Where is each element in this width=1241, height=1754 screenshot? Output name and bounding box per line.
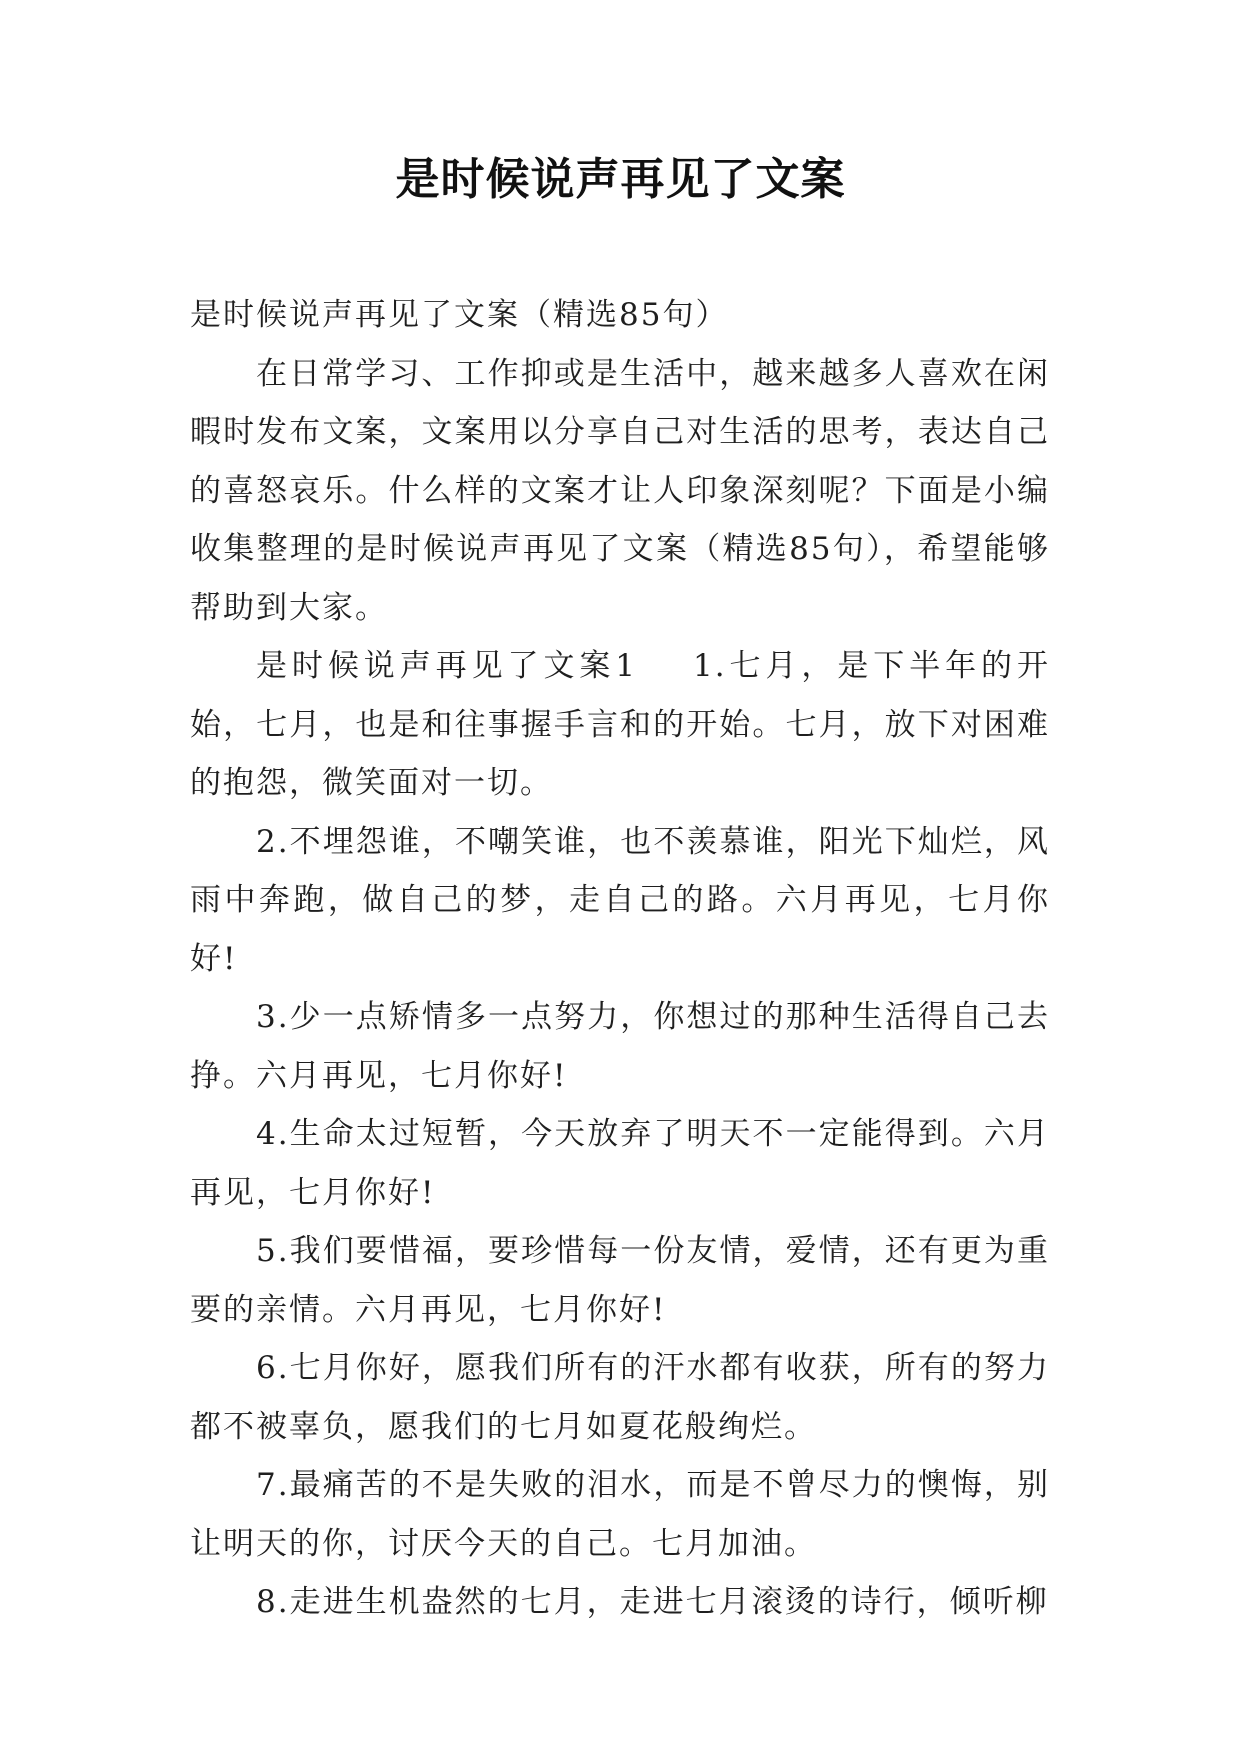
list-item: 6.七月你好，愿我们所有的汗水都有收获，所有的努力都不被辜负，愿我们的七月如夏花般绚烂。	[190, 1350, 1050, 1445]
list-item: 5.我们要惜福，要珍惜每一份友情，爱情，还有更为重要的亲情。六月再见，七月你好!	[190, 1233, 1050, 1328]
list-item: 4.生命太过短暂，今天放弃了明天不一定能得到。六月再见，七月你好!	[190, 1116, 1050, 1211]
section-paragraph	[190, 637, 1050, 813]
document-subtitle: 是时候说声再见了文案（精选85句）	[190, 297, 729, 333]
list-item: 3.少一点矫情多一点努力，你想过的那种生活得自己去挣。六月再见，七月你好!	[190, 999, 1050, 1094]
document-body	[190, 286, 1050, 1632]
list-item: 2.不埋怨谁，不嘲笑谁，也不羡慕谁，阳光下灿烂，风雨中奔跑，做自己的梦，走自己的路。六月再见，七月你好!	[190, 823, 1050, 977]
list-item: 8.走进生机盎然的七月，走进七月滚烫的诗行，倾听柳	[256, 1584, 1049, 1620]
section-heading: 是时候说声再见了文案1	[256, 648, 638, 684]
intro-paragraph: 在日常学习、工作抑或是生活中，越来越多人喜欢在闲暇时发布文案，文案用以分享自己对生活的思考，表达自己的喜怒哀乐。什么样的文案才让人印象深刻呢？下面是小编收集整理的是时候说声再见了文案（精选85句），希望能够帮助到大家。	[190, 355, 1050, 626]
list-item: 1.七月，是下半年的开始，七月，也是和往事握手言和的开始。七月，放下对困难的抱怨，微笑面对一切。	[190, 648, 1050, 801]
document-title: 是时候说声再见了文案	[395, 154, 846, 205]
list-item: 7.最痛苦的不是失败的泪水，而是不曾尽力的懊悔，别让明天的你，讨厌今天的自己。七月加油。	[190, 1467, 1050, 1562]
